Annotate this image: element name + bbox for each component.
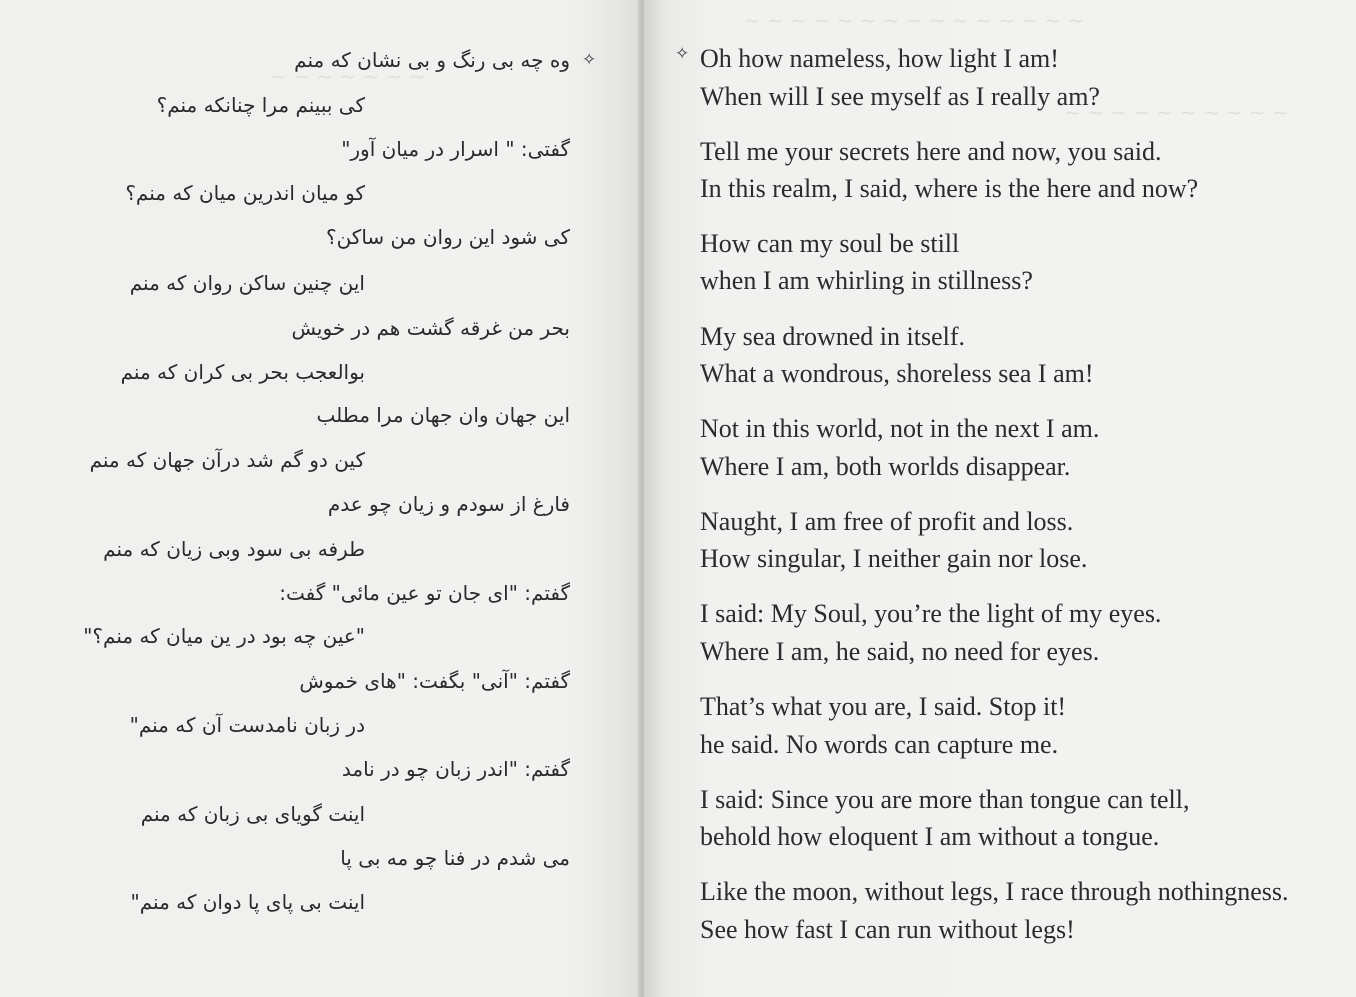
persian-line: گفتم: "اندر زبان چو در نامد xyxy=(341,757,570,781)
persian-page xyxy=(0,0,640,997)
persian-line: در زبان نامدست آن که منم" xyxy=(129,713,365,737)
persian-line: کو میان اندرین میان که منم؟ xyxy=(125,181,365,205)
english-line: Tell me your secrets here and now, you said. xyxy=(700,137,1162,166)
english-line: In this realm, I said, where is the here and now? xyxy=(700,174,1199,203)
english-line: he said. No words can capture me. xyxy=(700,730,1059,759)
stanza-marker-icon: ✧ xyxy=(582,50,597,70)
english-line: How singular, I neither gain nor lose. xyxy=(700,544,1088,573)
persian-line: فارغ از سودم و زیان چو عدم xyxy=(327,492,570,516)
english-line: That’s what you are, I said. Stop it! xyxy=(700,692,1067,721)
english-line: See how fast I can run without legs! xyxy=(700,915,1075,944)
persian-line: این جهان وان جهان مرا مطلب xyxy=(316,403,570,427)
persian-line: اینت گویای بی زبان که منم xyxy=(140,802,365,826)
bleed-through-text: ~ ~ ~ ~ ~ ~ ~ ~ ~ ~ ~ ~ ~ ~ ~ xyxy=(744,8,1085,32)
persian-line: طرفه بی سود وبی زیان که منم xyxy=(103,537,365,561)
english-line: How can my soul be still xyxy=(700,229,960,258)
persian-line: گفتم: "ای جان تو عین مائی" گفت: xyxy=(279,581,570,605)
bleed-through-text: ~ ~ ~ ~ ~ ~ ~ xyxy=(270,64,426,88)
persian-line: این چنین ساکن روان که منم xyxy=(129,271,365,295)
english-line: Like the moon, without legs, I race through nothingness. xyxy=(700,877,1289,906)
english-line: I said: Since you are more than tongue can tell, xyxy=(700,785,1190,814)
english-line: Where I am, both worlds disappear. xyxy=(700,452,1071,481)
english-line: What a wondrous, shoreless sea I am! xyxy=(700,359,1094,388)
persian-line: اینت بی پای پا دوان که منم" xyxy=(130,890,365,914)
persian-line: وه چه بی رنگ و بی نشان که منم xyxy=(294,48,570,72)
persian-line: بحر من غرقه گشت هم در خویش xyxy=(291,316,570,340)
english-line: I said: My Soul, you’re the light of my eyes. xyxy=(700,599,1162,628)
stanza-marker-icon: ✧ xyxy=(675,44,690,64)
english-line: When will I see myself as I really am? xyxy=(700,82,1100,111)
english-line: behold how eloquent I am without a tongue. xyxy=(700,822,1160,851)
persian-line: بوالعجب بحر بی کران که منم xyxy=(120,360,365,384)
bleed-through-text: ~ ~ ~ ~ ~ ~ ~ ~ ~ ~ xyxy=(1064,100,1289,124)
persian-line: کی شود این روان من ساکن؟ xyxy=(325,225,570,249)
persian-line: گفتم: "آنی" بگفت: "های خموش xyxy=(299,669,570,693)
english-line: Where I am, he said, no need for eyes. xyxy=(700,637,1100,666)
english-line: Oh how nameless, how light I am! xyxy=(700,44,1059,73)
english-line: when I am whirling in stillness? xyxy=(700,266,1033,295)
persian-line: کی ببینم مرا چنانکه منم؟ xyxy=(156,93,365,117)
persian-line: کین دو گم شد درآن جهان که منم xyxy=(89,448,365,472)
persian-line: "عین چه بود در ین میان که منم؟" xyxy=(83,624,365,648)
english-line: Naught, I am free of profit and loss. xyxy=(700,507,1074,536)
english-line: Not in this world, not in the next I am. xyxy=(700,414,1100,443)
persian-line: گفتی: " اسرار در میان آور" xyxy=(341,137,570,161)
persian-line: می شدم در فنا چو مه بی پا xyxy=(340,846,570,870)
english-line: My sea drowned in itself. xyxy=(700,322,966,351)
